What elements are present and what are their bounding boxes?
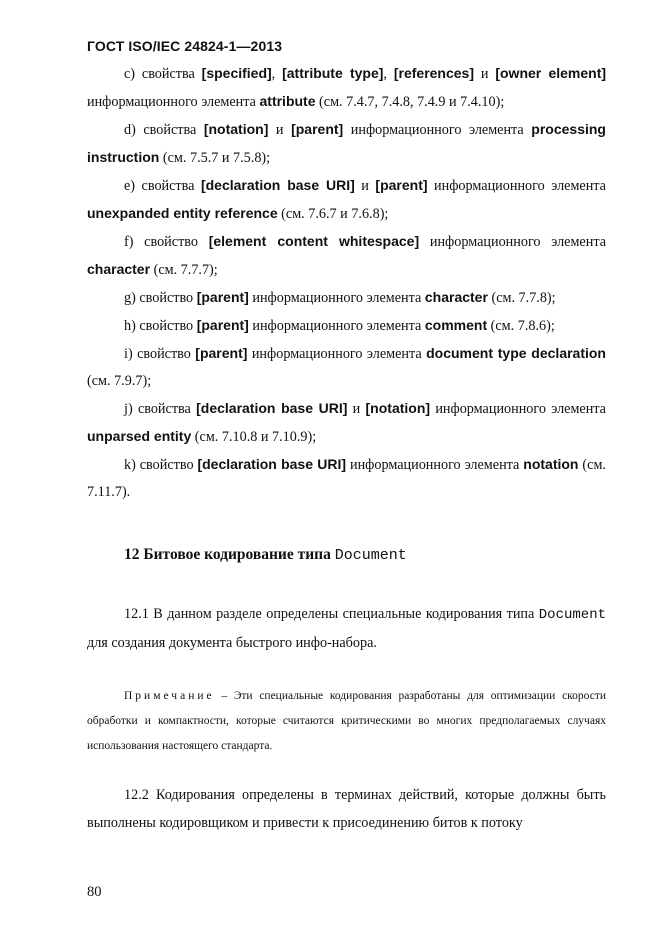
- page-number: 80: [87, 884, 102, 900]
- property-list: [87, 60, 606, 506]
- list-item-j: j) свойства [declaration base URI] и [notation] информационного элемента unparsed entity (см. 7.10.8 и 7.10.9);: [87, 400, 606, 445]
- document-header: ГОСТ ISO/IEC 24824-1—2013: [87, 38, 283, 54]
- list-item-e: e) свойства [declaration base URI] и [parent] информационного элемента unexpanded entity reference (см. 7.6.7 и 7.6.8);: [87, 177, 606, 222]
- list-item-f: f) свойство [element content whitespace] информационного элемента character (см. 7.7.7);: [87, 233, 606, 278]
- paragraph-12-2: 12.2 Кодирования определены в терминах действий, которые должны быть выполнены кодировщиком и привести к присоединению битов к потоку: [87, 787, 606, 831]
- section-heading: 12 Битовое кодирование типа Document: [124, 546, 407, 564]
- list-item-h: h) свойство [parent] информационного элемента comment (см. 7.8.6);: [124, 317, 555, 334]
- note-label: Примечание: [124, 690, 215, 702]
- paragraph-12-1: 12.1 В данном разделе определены специальные кодирования типа Document для создания документа быстрого инфо-набора.: [87, 606, 606, 651]
- list-item-i: i) свойство [parent] информационного элемента document type declaration (см. 7.9.7);: [87, 345, 606, 389]
- note: Примечание – Эти специальные кодирования разработаны для оптимизации скорости обработки и компактности, которые считаются критическими во многих предполагаемых случаях использования настоящего стандарта.: [87, 690, 606, 752]
- list-item-d: d) свойства [notation] и [parent] информационного элемента processing instruction (см. 7.5.7 и 7.5.8);: [87, 121, 606, 166]
- list-item-c: c) свойства [specified], [attribute type], [references] и [owner element] информационного элемента attribute (см. 7.4.7, 7.4.8, 7.4.9 и 7.4.10);: [87, 65, 607, 110]
- list-item-g: g) свойство [parent] информационного элемента character (см. 7.7.8);: [124, 289, 556, 306]
- list-item-k: k) свойство [declaration base URI] информационного элемента notation (см. 7.11.7).: [87, 456, 606, 500]
